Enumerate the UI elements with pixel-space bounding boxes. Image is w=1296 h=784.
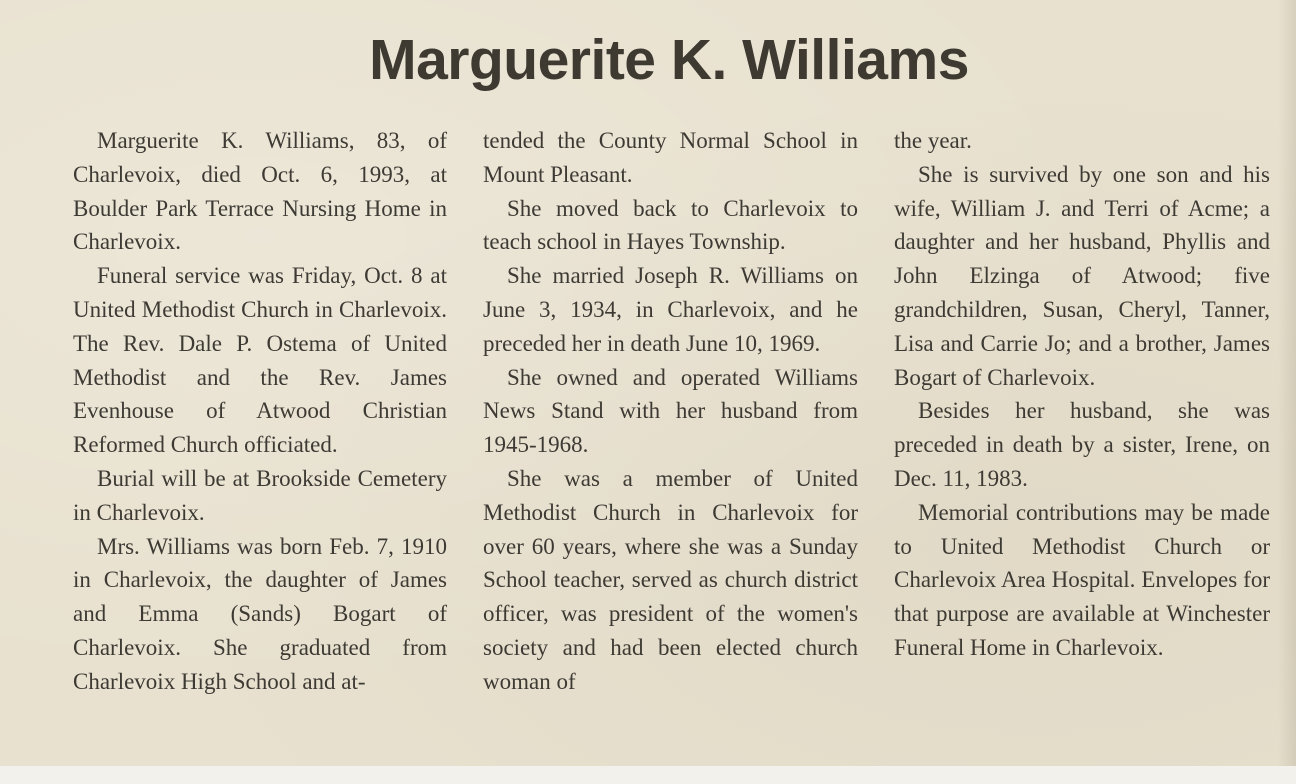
paragraph: She is survived by one son and his wife, William J. and Terri of Acme; a daughter and her husband, Phyllis and John Elzinga of Atwood; five grandchildren, Susan, Cheryl, Tanner, Lisa and Carrie Jo; and a brother, James Bogart of Charlevoix. bbox=[894, 161, 1270, 390]
paragraph: She owned and operated Williams News Stand with her husband from 1945-1968. bbox=[483, 364, 858, 458]
paragraph: Mrs. Williams was born Feb. 7, 1910 in Charlevoix, the daughter of James and Emma (Sands) Bogart of Charlevoix. She graduated from Charlevoix High School and at- bbox=[73, 533, 447, 694]
article-column-2 bbox=[483, 124, 858, 699]
paragraph: Besides her husband, she was preceded in death by a sister, Irene, on Dec. 11, 1983. bbox=[894, 398, 1270, 491]
scan-bottom-margin bbox=[0, 766, 1296, 784]
paragraph: Memorial contributions may be made to United Methodist Church or Charlevoix Area Hospital. Envelopes for that purpose are available at Winchester Funeral Home in Charlevoix. bbox=[894, 499, 1270, 660]
page-edge-shadow bbox=[1278, 0, 1296, 784]
paragraph: Funeral service was Friday, Oct. 8 at United Methodist Church in Charlevoix. The Rev. Dale P. Ostema of United Methodist and the Rev. James Evenhouse of Atwood Christian Reformed Church officiated. bbox=[73, 263, 447, 458]
paragraph-continued: tended the County Normal School in Mount Pleasant. bbox=[483, 128, 858, 187]
paragraph: Marguerite K. Williams, 83, of Charlevoix, died Oct. 6, 1993, at Boulder Park Terrace Nursing Home in Charlevoix. bbox=[73, 128, 447, 255]
paragraph-continued: the year. bbox=[894, 128, 972, 153]
paragraph: She married Joseph R. Williams on June 3, 1934, in Charlevoix, and he preceded her in death June 10, 1969. bbox=[483, 263, 858, 356]
paragraph: Burial will be at Brookside Cemetery in Charlevoix. bbox=[73, 465, 447, 525]
article-column-3 bbox=[894, 124, 1270, 665]
paragraph: She was a member of United Methodist Church in Charlevoix for over 60 years, where she was a Sunday School teacher, served as church district officer, was president of the women's society and had been elected church woman of bbox=[483, 465, 858, 694]
obituary-headline: Marguerite K. Williams bbox=[369, 28, 969, 92]
article-column-1 bbox=[73, 124, 447, 699]
paragraph: She moved back to Charlevoix to teach school in Hayes Township. bbox=[483, 195, 858, 255]
